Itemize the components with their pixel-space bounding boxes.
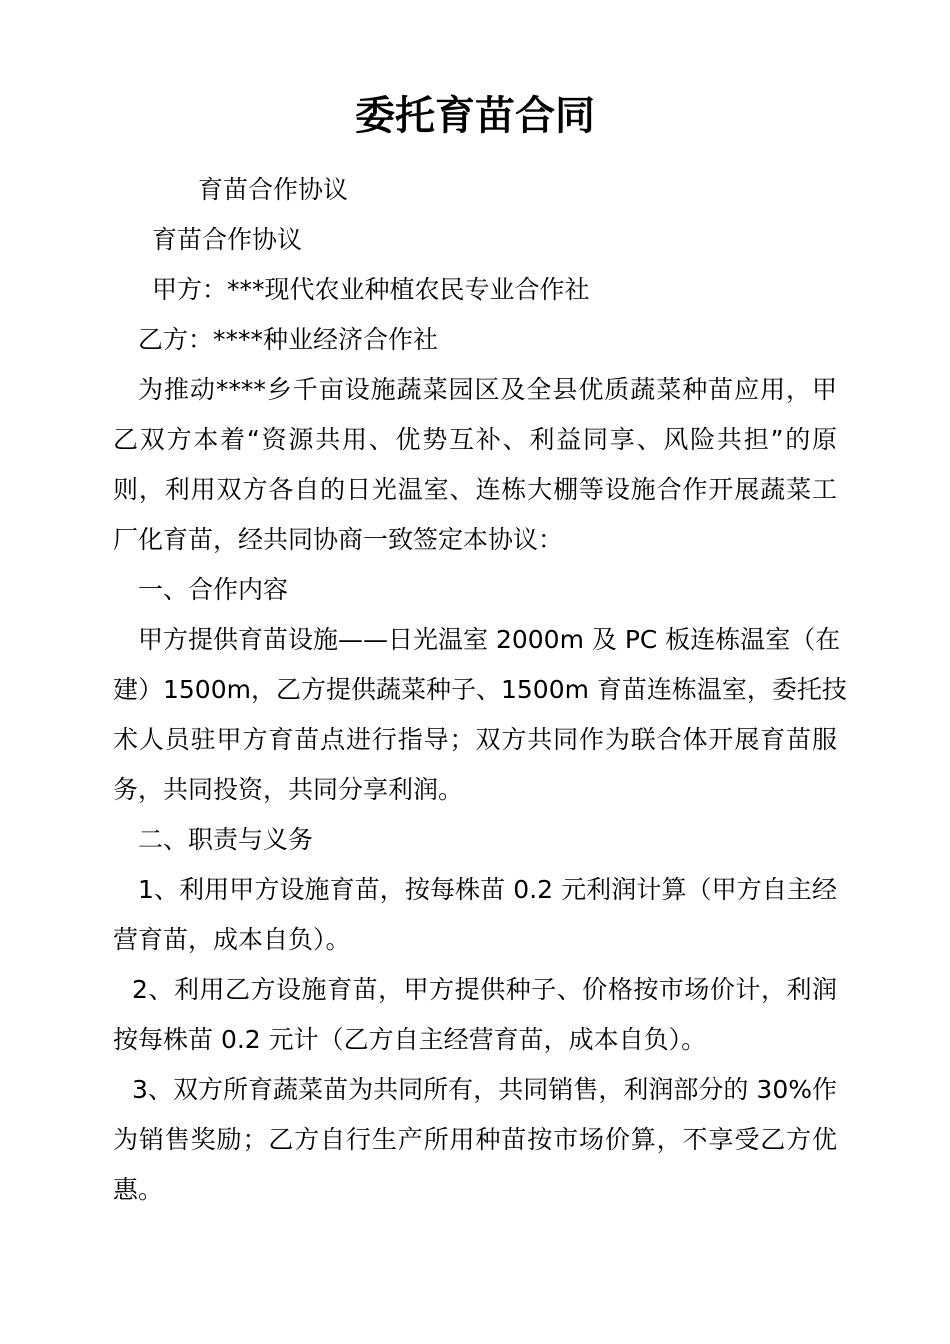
section-heading: 二、职责与义务 <box>138 825 314 854</box>
item-1-line: 营育苗，成本自负）。 <box>113 925 351 954</box>
intro-line: 乙双方本着“资源共用、优势互补、利益同享、风险共担”的原 <box>113 425 837 454</box>
intro-line: 为推动****乡千亩设施蔬菜园区及全县优质蔬菜种苗应用，甲 <box>138 375 837 404</box>
item-3-line: 3、双方所育蔬菜苗为共同所有，共同销售，利润部分的 30%作 <box>132 1075 837 1104</box>
item-3-line: 惠。 <box>113 1175 164 1204</box>
intro-line: 厂化育苗，经共同协商一致签定本协议： <box>113 525 564 554</box>
section1-line: 术人员驻甲方育苗点进行指导；双方共同作为联合体开展育苗服 <box>113 725 837 754</box>
item-3-line: 为销售奖励；乙方自行生产所用种苗按市场价算，不享受乙方优 <box>113 1125 837 1154</box>
section1-line: 甲方提供育苗设施——日光温室 2000m 及 PC 板连栋温室（在 <box>138 625 841 654</box>
subtitle-line-2: 育苗合作协议 <box>152 225 303 254</box>
item-2-line: 2、利用乙方设施育苗，甲方提供种子、价格按市场价计，利润 <box>132 975 837 1004</box>
party-b-line: 乙方：****种业经济合作社 <box>138 325 439 354</box>
document-title: 委托育苗合同 <box>355 93 595 139</box>
section1-line: 建）1500m，乙方提供蔬菜种子、1500m 育苗连栋温室，委托技 <box>113 675 847 704</box>
section-heading: 一、合作内容 <box>138 575 289 604</box>
item-1-line: 1、利用甲方设施育苗，按每株苗 0.2 元利润计算（甲方自主经 <box>138 875 837 904</box>
item-2-line: 按每株苗 0.2 元计（乙方自主经营育苗，成本自负）。 <box>113 1025 707 1054</box>
subtitle-line-1: 育苗合作协议 <box>198 175 349 204</box>
section1-line: 务，共同投资，共同分享利润。 <box>113 775 464 804</box>
party-a-line: 甲方：***现代农业种植农民专业合作社 <box>152 275 590 304</box>
intro-line: 则，利用双方各自的日光温室、连栋大棚等设施合作开展蔬菜工 <box>113 475 837 504</box>
